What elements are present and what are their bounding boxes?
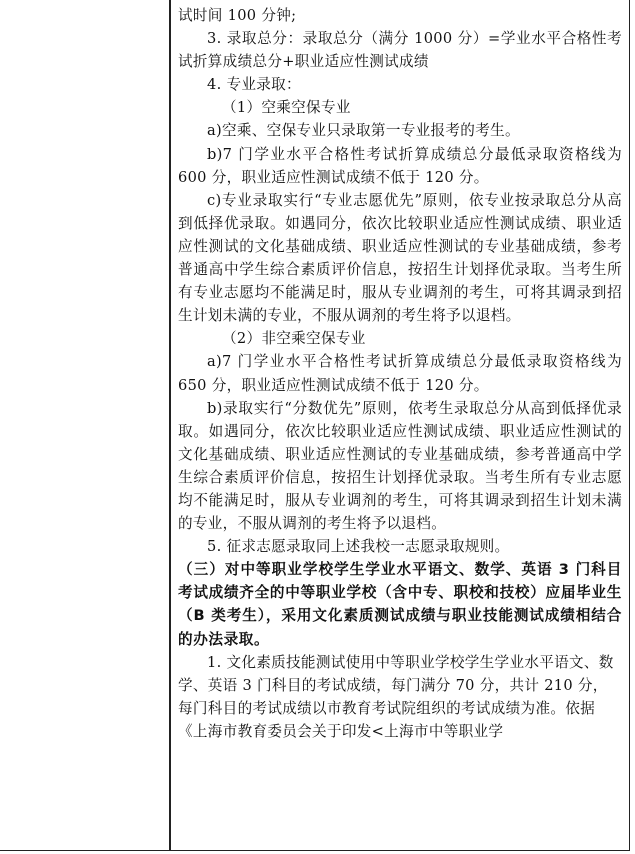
right-column-content: [178, 4, 622, 743]
paragraph-supplementary-admission: 5. 征求志愿录取同上述我校一志愿录取规则。: [207, 538, 510, 556]
paragraph-cultural-quality-test: 1. 文化素质技能测试使用中等职业学校学生学业水平语文、数学、英语 3 门科目的考试成绩，每门满分 70 分，共计 210 分，每门科目的考试成绩以市教育考试院组织的考试成绩为准。依据《上海市教育委员会关于印发<上海市中等职业学: [178, 653, 614, 740]
paragraph-flight-b: b)7 门学业水平合格性考试折算成绩总分最低录取资格线为 600 分，职业适应性测试成绩不低于 120 分。: [178, 145, 622, 186]
paragraph-flight-attendant-heading: （1）空乘空保专业: [222, 99, 351, 117]
paragraph-exam-time: 试时间 100 分钟;: [178, 7, 297, 24]
paragraph-total-score: 3. 录取总分：录取总分（满分 1000 分）=学业水平合格性考试折算成绩总分+职业适应性测试成绩: [178, 30, 622, 71]
paragraph-flight-c: c)专业录取实行“专业志愿优先”原则，依专业按录取总分从高到低择优录取。如遇同分，依次比较职业适应性测试成绩、职业适应性测试的文化基础成绩、职业适应性测试的专业基础成绩，参考普通高中学生综合素质评价信息，按招生计划择优录取。当考生所有专业志愿均不能满足时，服从专业调剂的考生，可将其调录到招生计划未满的专业，不服从调剂的考生将予以退档。: [178, 191, 622, 325]
paragraph-non-flight-a: a)7 门学业水平合格性考试折算成绩总分最低录取资格线为 650 分，职业适应性测试成绩不低于 120 分。: [178, 353, 622, 394]
paragraph-non-flight-heading: （2）非空乘空保专业: [222, 330, 366, 348]
paragraph-non-flight-b: b)录取实行“分数优先”原则，依考生录取总分从高到低择优录取。如遇同分，依次比较职业适应性测试成绩、职业适应性测试的文化基础成绩、职业适应性测试的专业基础成绩，参考普通高中学生综合素质评价信息，按招生计划择优录取。当考生所有专业志愿均不能满足时，服从专业调剂的考生，可将其调录到招生计划未满的专业，不服从调剂的考生将予以退档。: [178, 399, 622, 533]
paragraph-section-three-heading: （三）对中等职业学校学生学业水平语文、数学、英语 3 门科目考试成绩齐全的中等职业学校（含中专、职校和技校）应届毕业生（B 类考生），采用文化素质测试成绩与职业技能测试成绩相结合的办法录取。: [178, 561, 622, 648]
paragraph-major-admission-heading: 4. 专业录取：: [207, 76, 301, 94]
paragraph-flight-a: a)空乘、空保专业只录取第一专业报考的考生。: [207, 122, 520, 140]
column-divider: [169, 0, 171, 851]
left-column-cell: [0, 0, 169, 851]
